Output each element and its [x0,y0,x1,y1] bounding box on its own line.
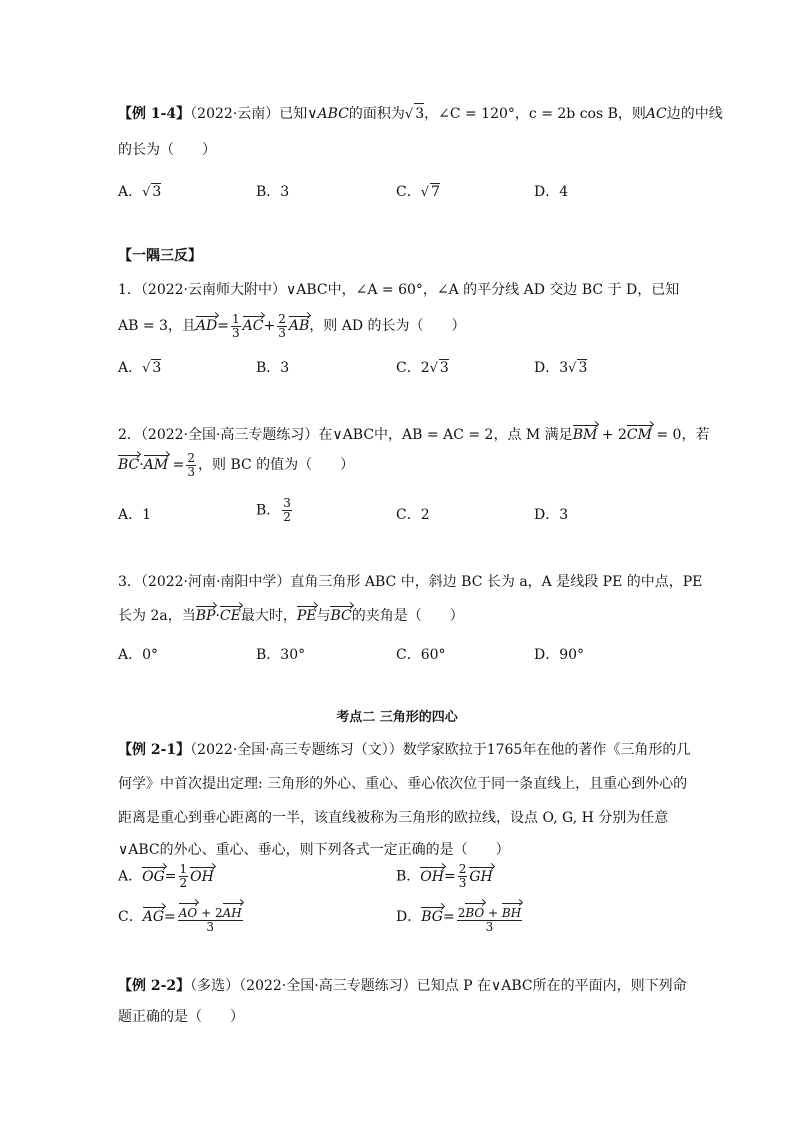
ex21-line4: ∨ABC的外心、重心、垂心，则下列各式一定正确的是（ ） [118,842,510,858]
q2-option-d: D．3 [534,507,569,523]
q2-option-a: A．1 [118,507,152,523]
ex21-option-a: A．OG= $\frac{1}{2}$ OH [118,862,214,890]
q2-line2: BC·AM = $\frac{2}{3}$ ，则 BC 的值为（ ） [118,450,355,479]
ex21-options-cd [118,900,678,940]
ex21-options-ab [118,863,678,895]
kaodian-title: 考点二 三角形的四心 [336,710,458,725]
ex14-tag: 【例 1-4】 [118,106,191,122]
ex22-tag: 【例 2-2】 [118,978,191,994]
ex21-line3: 距离是重心到垂心距离的一半，该直线被称为三角形的欧拉线，设点 O, G, H 分别为任意 [118,810,669,826]
ex14-option-c: C．√ 7 [396,184,440,200]
ex14-option-a: A．√ 3 [118,184,162,200]
ex22-line1: 【例 2-2】（多选）（2022·全国·高三专题练习）已知点 P 在∨ABC所在的平面内，则下列命 [118,978,687,994]
q1-line1: 1．（2022·云南师大附中）∨ABC中，∠A = 60°，∠A 的平分线 AD 交边 BC 于 D，已知 [118,282,680,298]
q3-option-c: C．60° [396,647,446,663]
q3-options [118,644,678,666]
q1-line2: AB = 3，且AD= $\frac{1}{3}$ AC+ $\frac{2}{3}$ AB，则 AD 的长为（ ） [118,311,466,340]
ex21-tag: 【例 2-1】 [118,742,191,758]
q3-line1: 3．（2022·河南·南阳中学）直角三角形 ABC 中，斜边 BC 长为 a，A 是线段 PE 的中点，PE [118,574,703,590]
q2-option-b: B． $\frac{3}{2}$ [256,496,291,524]
ex21-line1: 【例 2-1】（2022·全国·高三专题练习（文））数学家欧拉于1765年在他的著作《三角形的几 [118,742,691,758]
ex14-line2: 的长为（ ） [118,142,216,158]
q1-option-d: D．3√ 3 [534,360,588,376]
q2-option-c: C．2 [396,507,430,523]
ex21-option-d: D．BG= $\frac{2BO + BH}{3}$ [396,900,524,934]
ex22-line2: 题正确的是（ ） [118,1009,244,1025]
q2-line1: 2．（2022·全国·高三专题练习）在∨ABC中，AB = AC = 2，点 M 满足BM + 2CM = 0，若 [118,422,678,445]
q2-options [118,497,678,527]
ex21-line2: 何学》中首次提出定理: 三角形的外心、重心、垂心依次位于同一条直线上，且重心到外心的 [118,776,688,792]
q1-option-c: C．2√ 3 [396,360,449,376]
q1-option-a: A．√ 3 [118,360,162,376]
ex21-option-c: C．AG= $\frac{AO + 2AH}{3}$ [118,900,245,934]
ex14-option-b: B．3 [256,184,290,200]
ex14-line1: 【例 1-4】（2022·云南）已知∨ABC的面积为√ 3，∠C = 120°，c = 2b cos B，则AC边的中线 [118,103,678,125]
q3-option-a: A．0° [118,647,159,663]
ex14-option-d: D．4 [534,184,569,200]
q1-options [118,357,678,379]
ex21-option-b: B．OH= $\frac{2}{3}$ GH [396,862,493,890]
q3-option-b: B．30° [256,647,306,663]
ex14-options [118,181,678,203]
q3-option-d: D．90° [534,647,585,663]
q1-option-b: B．3 [256,360,290,376]
section-title: 【一隅三反】 [118,248,202,264]
q3-line2: 长为 2a，当BP·CE最大时，PE与BC的夹角是（ ） [118,603,678,628]
